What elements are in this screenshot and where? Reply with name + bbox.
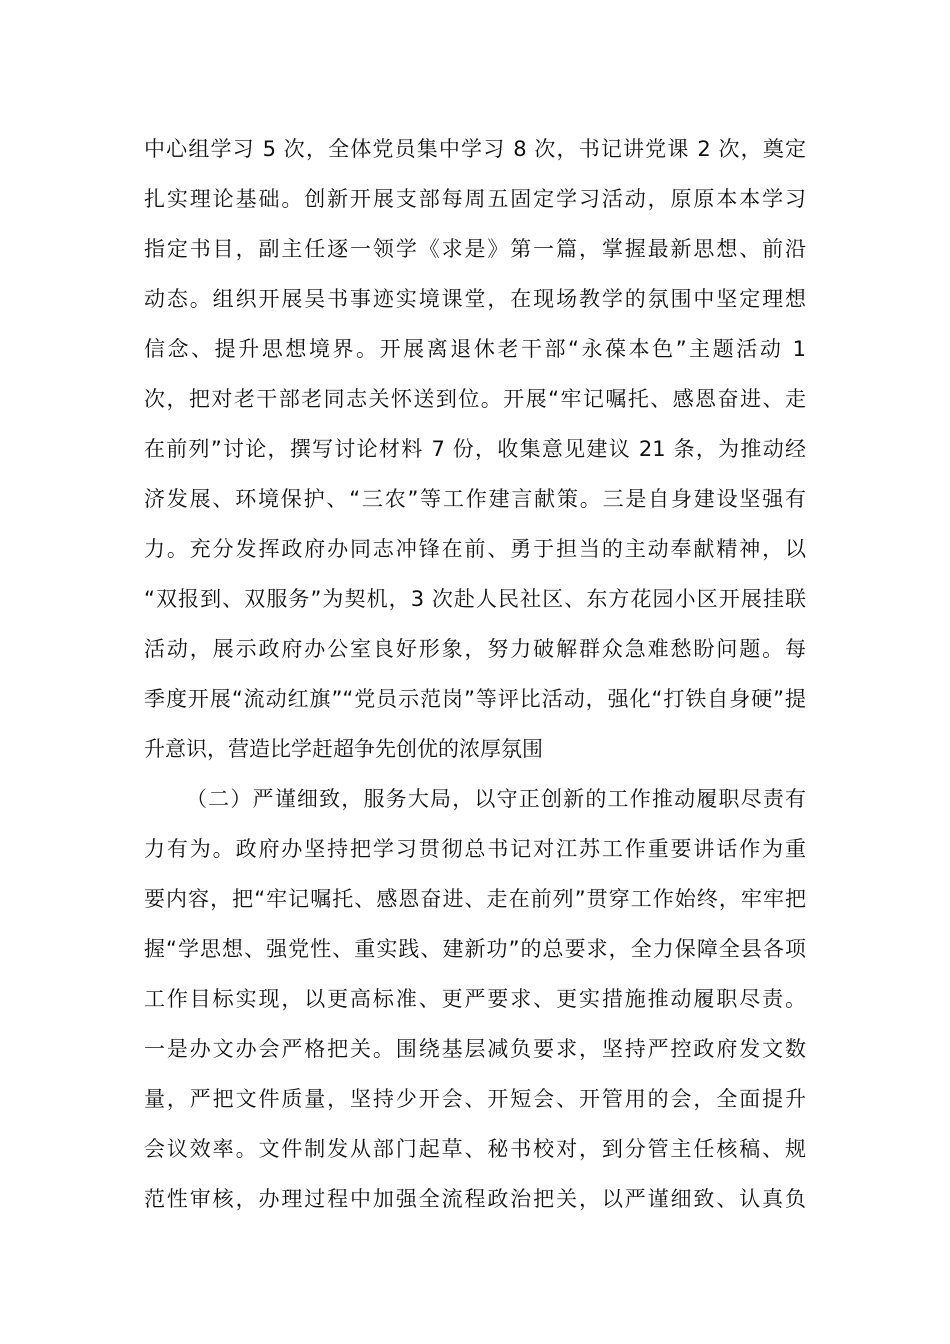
text-line: 济发展、环境保护、“三农”等工作建言献策。三是自身建设坚强有 (144, 487, 806, 511)
text-line: 活动，展示政府办公室良好形象，努力破解群众急难愁盼问题。每 (144, 637, 806, 661)
text-line: 升意识，营造比学赶超争先创优的浓厚氛围 (144, 737, 543, 761)
section-heading-line: （二）严谨细致，服务大局，以守正创新的工作推动履职尽责有 (186, 787, 806, 811)
text-line: 动态。组织开展吴书事迹实境课堂，在现场教学的氛围中坚定理想 (144, 287, 806, 311)
text-line: 一是办文办会严格把关。围绕基层减负要求，坚持严控政府发文数 (144, 1037, 806, 1061)
text-line: 范性审核，办理过程中加强全流程政治把关，以严谨细致、认真负 (144, 1187, 806, 1211)
text-line: “双报到、双服务”为契机，3 次赴人民社区、东方花园小区开展挂联 (144, 587, 806, 611)
text-line: 量，严把文件质量，坚持少开会、开短会、开管用的会，全面提升 (144, 1087, 806, 1111)
text-line: 信念、提升思想境界。开展离退休老干部“永葆本色”主题活动 1 (144, 337, 806, 361)
text-line: 力有为。政府办坚持把学习贯彻总书记对江苏工作重要讲话作为重 (144, 837, 806, 861)
text-line: 会议效率。文件制发从部门起草、秘书校对，到分管主任核稿、规 (144, 1137, 806, 1161)
text-line: 中心组学习 5 次，全体党员集中学习 8 次，书记讲党课 2 次，奠定 (144, 137, 806, 161)
text-line: 在前列”讨论，撰写讨论材料 7 份，收集意见建议 21 条，为推动经 (144, 437, 806, 461)
text-line: 季度开展“流动红旗”“党员示范岗”等评比活动，强化“打铁自身硬”提 (144, 687, 806, 711)
text-line: 扎实理论基础。创新开展支部每周五固定学习活动，原原本本学习 (144, 187, 806, 211)
text-line: 握“学思想、强党性、重实践、建新功”的总要求，全力保障全县各项 (144, 937, 806, 961)
text-line: 要内容，把“牢记嘱托、感恩奋进、走在前列”贯穿工作始终，牢牢把 (144, 887, 806, 911)
text-line: 工作目标实现，以更高标准、更严要求、更实措施推动履职尽责。 (144, 987, 806, 1011)
text-line: 次，把对老干部老同志关怀送到位。开展“牢记嘱托、感恩奋进、走 (144, 387, 806, 411)
text-line: 力。充分发挥政府办同志冲锋在前、勇于担当的主动奉献精神，以 (144, 537, 806, 561)
text-line: 指定书目，副主任逐一领学《求是》第一篇，掌握最新思想、前沿 (144, 237, 806, 261)
